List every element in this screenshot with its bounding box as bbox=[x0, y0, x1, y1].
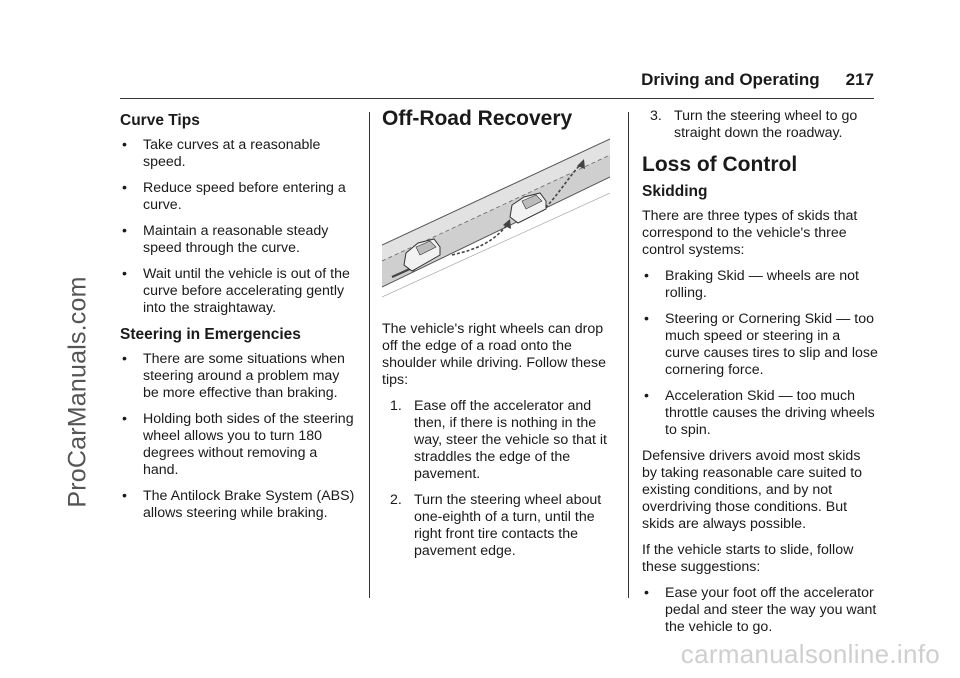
list-item: • Holding both sides of the steering wheel allows you to turn 180 degrees without removing a hand. bbox=[122, 411, 354, 478]
footer-watermark: carmanualsonline.info bbox=[680, 639, 940, 669]
off-road-steps-continued bbox=[642, 108, 878, 142]
bullet-icon: • bbox=[122, 266, 127, 282]
page-number: 217 bbox=[845, 70, 874, 89]
list-item: • Acceleration Skid — too much throttle causes the driving wheels to spin. bbox=[644, 388, 875, 438]
section-title: Driving and Operating bbox=[641, 70, 820, 89]
bullet-icon: • bbox=[122, 180, 127, 196]
column-right bbox=[642, 108, 878, 645]
bullet-icon: • bbox=[122, 351, 127, 367]
bullet-icon: • bbox=[644, 268, 649, 284]
off-road-intro: The vehicle's right wheels can drop off the edge of a road onto the shoulder while driving. Follow these tips: bbox=[382, 321, 606, 388]
curve-tips-heading: Curve Tips bbox=[120, 112, 200, 129]
list-item: • Reduce speed before entering a curve. bbox=[122, 180, 346, 213]
column-left bbox=[120, 108, 356, 531]
curve-tips-list bbox=[120, 137, 356, 317]
column-divider-1 bbox=[369, 112, 370, 598]
bullet-icon: • bbox=[644, 311, 649, 327]
bullet-icon: • bbox=[122, 488, 127, 504]
off-road-recovery-illustration bbox=[382, 137, 610, 307]
loss-of-control-heading: Loss of Control bbox=[642, 153, 798, 176]
list-item: • Wait until the vehicle is out of the curve before accelerating gently into the straightaway. bbox=[122, 266, 350, 316]
suggestions-list bbox=[642, 585, 878, 636]
column-divider-2 bbox=[628, 112, 629, 598]
slide-paragraph: If the vehicle starts to slide, follow these suggestions: bbox=[642, 542, 854, 575]
page-header bbox=[641, 70, 874, 90]
list-item: • There are some situations when steering around a problem may be more effective than braking. bbox=[122, 351, 345, 401]
skidding-heading: Skidding bbox=[642, 183, 708, 200]
emergencies-list bbox=[120, 351, 356, 522]
bullet-icon: • bbox=[644, 388, 649, 404]
skidding-intro: There are three types of skids that correspond to the vehicle's three control systems: bbox=[642, 208, 858, 258]
side-watermark: ProCarManuals.com bbox=[63, 276, 92, 508]
list-item: • Steering or Cornering Skid — too much speed or steering in a curve causes tires to slip and lose cornering force. bbox=[644, 311, 878, 378]
emergencies-heading: Steering in Emergencies bbox=[120, 326, 301, 343]
list-item: • Maintain a reasonable steady speed through the curve. bbox=[122, 223, 329, 256]
bullet-icon: • bbox=[122, 411, 127, 427]
list-item: • Take curves at a reasonable speed. bbox=[122, 137, 321, 170]
list-item: 2. Turn the steering wheel about one-eighth of a turn, until the right front tire contacts the pavement edge. bbox=[390, 492, 602, 559]
header-rule bbox=[120, 98, 874, 99]
bullet-icon: • bbox=[122, 137, 127, 153]
off-road-heading: Off-Road Recovery bbox=[382, 107, 573, 130]
bullet-icon: • bbox=[644, 585, 649, 601]
list-item: 3. Turn the steering wheel to go straight down the roadway. bbox=[650, 108, 858, 141]
off-road-steps bbox=[382, 398, 618, 560]
defensive-paragraph: Defensive drivers avoid most skids by taking reasonable care suited to existing conditions, and by not overdriving those conditions. But skids are always possible. bbox=[642, 448, 863, 532]
list-item: • Braking Skid — wheels are not rolling. bbox=[644, 268, 859, 301]
list-item: • The Antilock Brake System (ABS) allows steering while braking. bbox=[122, 488, 355, 521]
list-item: • Ease your foot off the accelerator pedal and steer the way you want the vehicle to go. bbox=[644, 585, 877, 635]
column-middle bbox=[382, 108, 618, 569]
skid-types-list bbox=[642, 268, 878, 439]
bullet-icon: • bbox=[122, 223, 127, 239]
list-item: 1. Ease off the accelerator and then, if there is nothing in the way, steer the vehicle so that it straddles the edge of the pavement. bbox=[390, 398, 607, 482]
